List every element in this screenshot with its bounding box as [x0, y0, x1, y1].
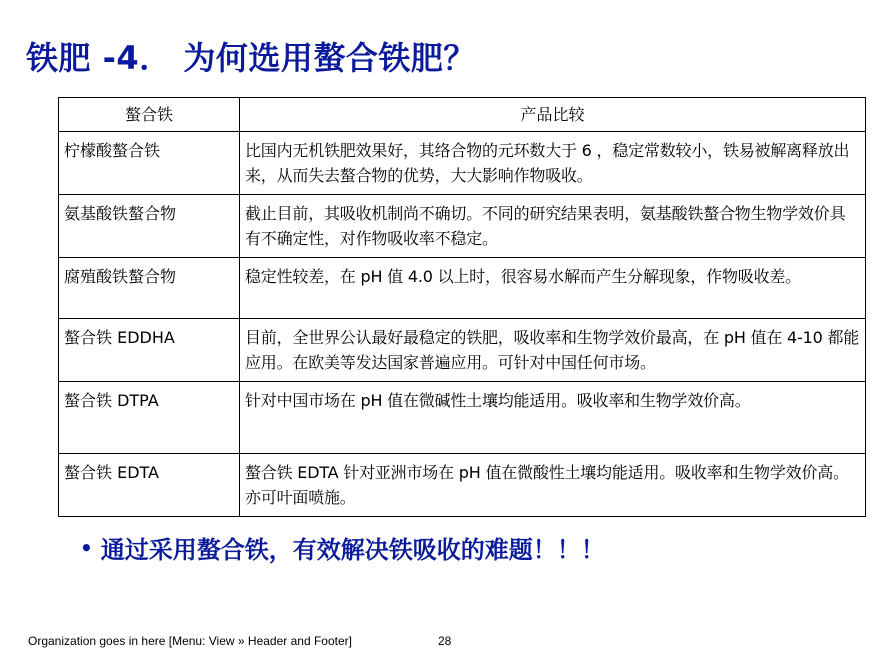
header-chelated-iron: 螯合铁	[59, 98, 240, 132]
slide-title: 铁肥 -4． 为何选用螯合铁肥？	[26, 39, 476, 77]
table-row	[59, 454, 866, 517]
bullet-text: 通过采用螯合铁，有效解决铁吸收的难题！！！	[100, 536, 605, 564]
header-product-comparison: 产品比较	[240, 98, 866, 132]
table-row	[59, 319, 866, 382]
table-header-row	[59, 98, 866, 132]
row-comparison: 目前，全世界公认最好最稳定的铁肥，吸收率和生物学效价最高，在 pH 值在 4-10 都能应用。在欧美等发达国家普遍应用。可针对中国任何市场。	[240, 319, 866, 382]
row-name: 柠檬酸螯合铁	[59, 132, 240, 195]
row-comparison: 稳定性较差，在 pH 值 4.0 以上时，很容易水解而产生分解现象，作物吸收差。	[240, 258, 866, 319]
table-row	[59, 382, 866, 454]
row-name: 螯合铁 EDDHA	[59, 319, 240, 382]
row-comparison: 螯合铁 EDTA 针对亚洲市场在 pH 值在微酸性土壤均能适用。吸收率和生物学效价高。亦可叶面喷施。	[240, 454, 866, 517]
table-row	[59, 195, 866, 258]
comparison-table	[58, 97, 866, 517]
row-comparison: 截止目前，其吸收机制尚不确切。不同的研究结果表明，氨基酸铁螯合物生物学效价具有不确定性，对作物吸收率不稳定。	[240, 195, 866, 258]
table-row	[59, 132, 866, 195]
table-row	[59, 258, 866, 319]
footer-organization: Organization goes in here [Menu: View » Header and Footer]	[28, 634, 352, 648]
bullet-point	[80, 530, 605, 565]
footer-page-number: 28	[438, 634, 452, 648]
row-name: 螯合铁 EDTA	[59, 454, 240, 517]
row-comparison: 比国内无机铁肥效果好，其络合物的元环数大于 6 ，稳定常数较小，铁易被解离释放出来，从而失去螯合物的优势，大大影响作物吸收。	[240, 132, 866, 195]
row-name: 螯合铁 DTPA	[59, 382, 240, 454]
row-name: 氨基酸铁螯合物	[59, 195, 240, 258]
row-name: 腐殖酸铁螯合物	[59, 258, 240, 319]
comparison-table-container	[58, 97, 865, 517]
row-comparison: 针对中国市场在 pH 值在微碱性土壤均能适用。吸收率和生物学效价高。	[240, 382, 866, 454]
bullet-dot-icon: •	[80, 535, 93, 560]
